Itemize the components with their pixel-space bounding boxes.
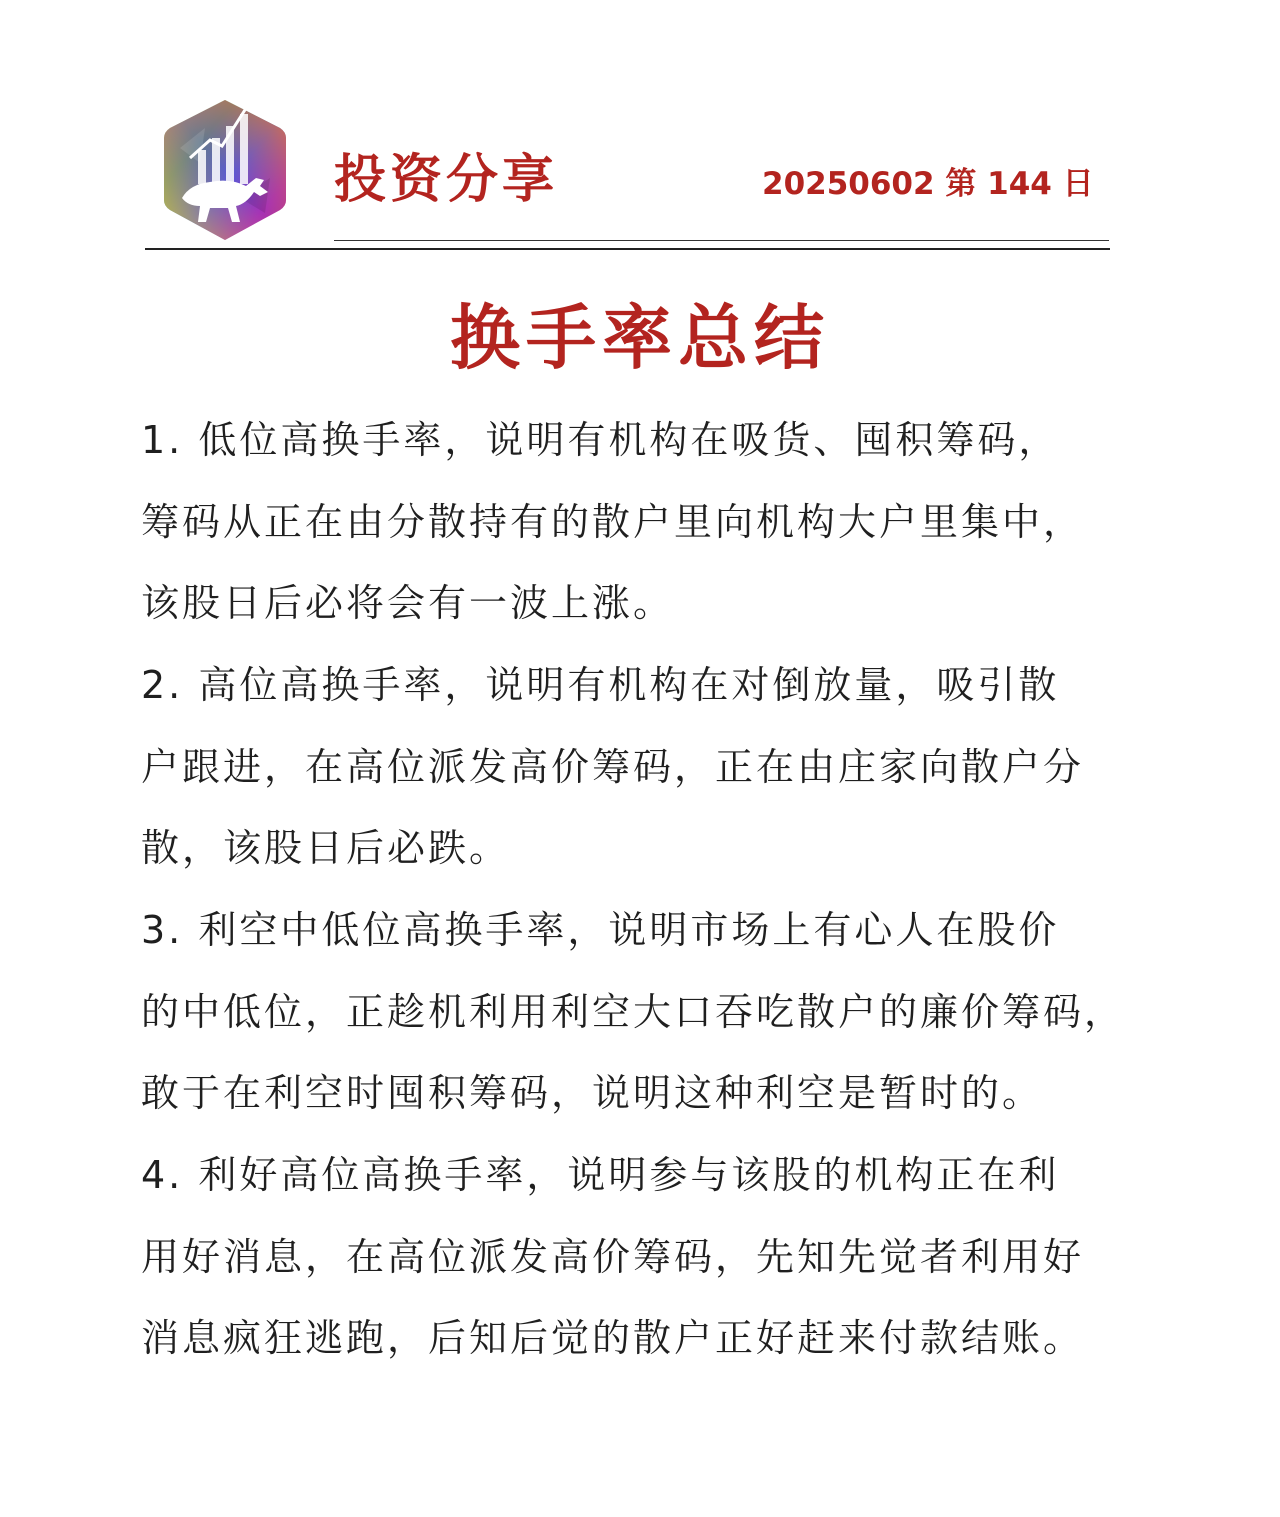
- body-line: 1. 低位高换手率，说明有机构在吸货、囤积筹码，: [141, 418, 1060, 462]
- body-line: 2. 高位高换手率，说明有机构在对倒放量，吸引散: [141, 663, 1060, 707]
- body-line: 筹码从正在由分散持有的散户里向机构大户里集中，: [141, 500, 1085, 544]
- body-line: 户跟进，在高位派发高价筹码，正在由庄家向散户分: [141, 745, 1085, 789]
- brand-title: 投资分享: [334, 150, 559, 210]
- body-line: 用好消息，在高位派发高价筹码，先知先觉者利用好: [141, 1235, 1085, 1279]
- body-line: 的中低位，正趁机利用利空大口吞吃散户的廉价筹码，: [141, 990, 1126, 1034]
- body-line: 敢于在利空时囤积筹码，说明这种利空是暂时的。: [141, 1071, 1044, 1115]
- issue-date: 20250602 第 144 日: [762, 166, 1094, 202]
- body-line: 该股日后必将会有一波上涨。: [141, 581, 675, 625]
- header-rule-thin: [334, 240, 1109, 241]
- body-line: 4. 利好高位高换手率，说明参与该股的机构正在利: [141, 1153, 1060, 1197]
- header-rule-thick: [145, 248, 1110, 250]
- body-line: 3. 利空中低位高换手率，说明市场上有心人在股价: [141, 908, 1060, 952]
- bull-logo-icon: [160, 88, 290, 248]
- page-title: 换手率总结: [450, 297, 830, 379]
- body-line: 消息疯狂逃跑，后知后觉的散户正好赶来付款结账。: [141, 1316, 1085, 1360]
- body-line: 散，该股日后必跌。: [141, 826, 511, 870]
